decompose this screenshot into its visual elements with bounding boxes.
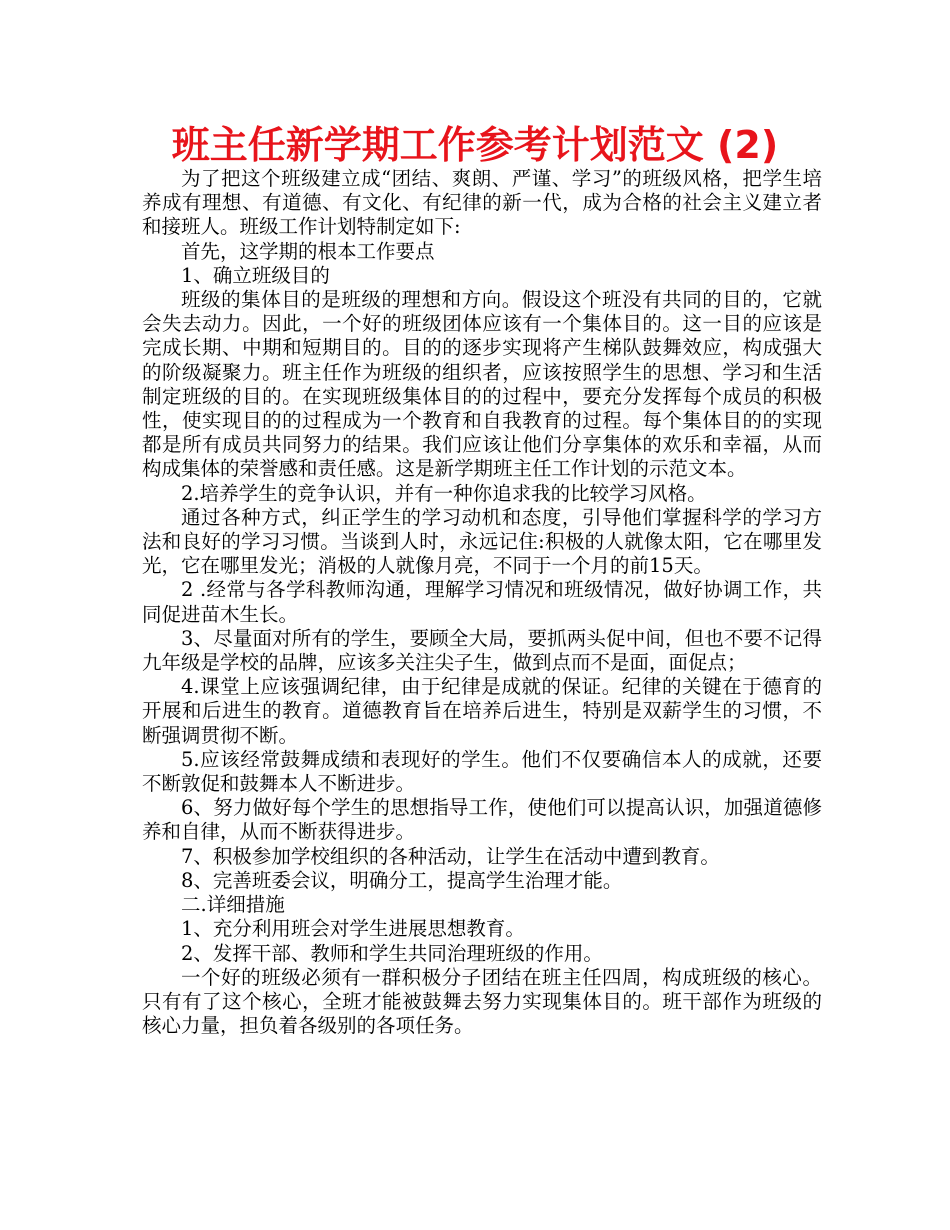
paragraph-key-points-heading: 首先，这学期的根本工作要点 — [181, 239, 435, 263]
paragraph-goal-heading: 1、确立班级目的 — [181, 263, 330, 287]
paragraph-goal-body: 班级的集体目的是班级的理想和方向。假设这个班没有共同的目的，它就会失去动力。因此，一个好的班级团体应该有一个集体目的。这一目的应该是完成长期、中期和短期目的。目的的逐步实现将产生梯队鼓舞效应，构成强大的阶级凝聚力。班主任作为班级的组织者，应该按照学生的思想、学习和生活制定班级的目的。在实现班级集体目的的过程中，要充分发挥每个成员的积极性，使实现目的的过程成为一个教育和自我教育的过程。每个集体目的的实现都是所有成员共同努力的结果。我们应该让他们分享集体的欢乐和幸福，从而构成集体的荣誉感和责任感。这是新学期班主任工作计划的示范文本。 — [142, 288, 822, 481]
paragraph-discipline: 4.课堂上应该强调纪律，由于纪律是成就的保证。纪律的关键在于德育的开展和后进生的教育。道德教育旨在培养后进生，特别是双薪学生的习惯，不断强调贯彻不断。 — [142, 675, 822, 747]
paragraph-measures-heading: 二.详细措施 — [181, 893, 285, 917]
paragraph-intro: 为了把这个班级建立成“团结、爽朗、严谨、学习”的班级风格，把学生培养成有理想、有道德、有文化、有纪律的新一代，成为合格的社会主义建立者和接班人。班级工作计划特制定如下: — [142, 167, 822, 239]
paragraph-competition: 2.培养学生的竞争认识，并有一种你追求我的比较学习风格。 — [181, 481, 707, 505]
paragraph-teacher-communication: 2 .经常与各学科教师沟通，理解学习情况和班级情况，做好协调工作，共同促进苗木生长。 — [142, 578, 822, 626]
paragraph-class-committee: 8、完善班委会议，明确分工，提高学生治理才能。 — [181, 868, 623, 892]
paragraph-learning-methods: 通过各种方式，纠正学生的学习动机和态度，引导他们掌握科学的学习方法和良好的学习习惯。当谈到人时，永远记住:积极的人就像太阳，它在哪里发光，它在哪里发光；消极的人就像月亮，不同于一个月的前15天。 — [142, 505, 822, 578]
document-title: 班主任新学期工作参考计划范文 (2) — [171, 123, 779, 167]
paragraph-class-meeting: 1、充分利用班会对学生进展思想教育。 — [181, 917, 525, 941]
paragraph-encouragement: 5.应该经常鼓舞成绩和表现好的学生。他们不仅要确信本人的成就，还要不断敦促和鼓舞本人不断进步。 — [142, 747, 822, 796]
paragraph-guidance: 6、努力做好每个学生的思想指导工作，使他们可以提高认识，加强道德修养和自律，从而不断获得进步。 — [142, 796, 822, 844]
paragraph-class-core: 一个好的班级必须有一群积极分子团结在班主任四周，构成班级的核心。只有有了这个核心，全班才能被鼓舞去努力实现集体目的。班干部作为班级的核心力量，担负着各级别的各项任务。 — [142, 965, 822, 1038]
document-body — [142, 167, 822, 1038]
paragraph-cadres-role: 2、发挥干部、教师和学生共同治理班级的作用。 — [181, 941, 603, 965]
paragraph-all-students: 3、尽量面对所有的学生，要顾全大局，要抓两头促中间，但也不要不记得九年级是学校的品牌，应该多关注尖子生，做到点而不是面，面促点； — [142, 626, 822, 675]
paragraph-activities: 7、积极参加学校组织的各种活动，让学生在活动中遭到教育。 — [181, 844, 720, 868]
